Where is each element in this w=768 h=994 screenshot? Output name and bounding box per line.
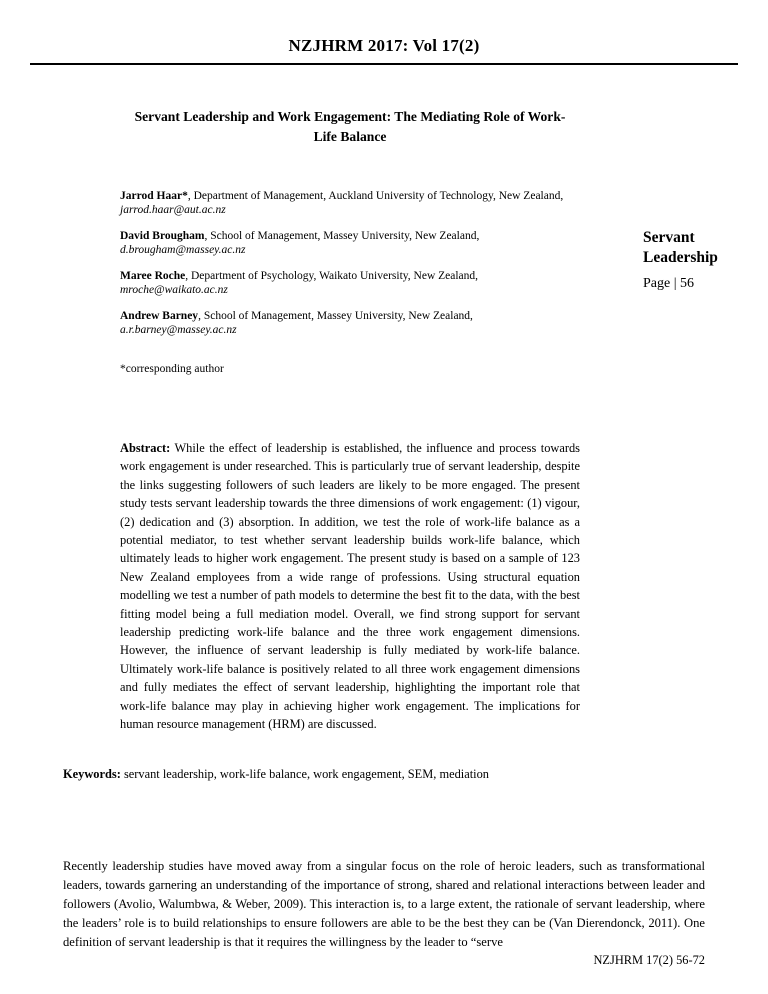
author-line [120,269,580,283]
author-line [120,189,580,203]
footer-citation: NZJHRM 17(2) 56-72 [593,952,705,967]
keywords-line [63,765,705,783]
main-column [120,107,580,734]
author-email: jarrod.haar@aut.ac.nz [120,204,226,216]
author-entry [120,189,580,217]
author-line [120,229,580,243]
abstract-text: While the effect of leadership is established, the influence and process towards work engagement is under researched. This is particularly true of servant leadership, despite the links suggesting followers of such leaders are likely to be more engaged. The present study tests servant leadership towards the three dimensions of work engagement: (1) vigour, (2) dedication and (3) absorption. In addition, we test the role of work-life balance as a potential mediator, to test whether servant leadership builds work-life balance, which ultimately leads to higher work engagement. The present study is based on a sample of 123 New Zealand employees from a wide range of professions. Using structural equation modelling we test a number of path models to determine the best fit to the data, with the best fitting model being a full mediation model. Overall, we find strong support for servant leadership predicting work-life balance and the three work engagement dimensions. However, the influence of servant leadership is fully mediated by work-life balance. Ultimately work-life balance is positively related to all three work engagement dimensions and fully mediates the effect of servant leadership, highlighting the important role that work-life balance may play in achieving higher work engagement. The implications for human resource management (HRM) are discussed. [120,441,580,732]
author-name: David Brougham [120,230,205,242]
page-number: Page | 56 [643,276,695,291]
author-list [120,189,580,337]
author-affiliation: , Department of Management, Auckland University of Technology, New Zealand, [187,190,564,202]
author-name: Maree Roche [120,270,186,282]
keywords-text: servant leadership, work-life balance, work engagement, SEM, mediation [123,766,489,781]
author-name: Andrew Barney [120,310,199,322]
header-rule [30,63,738,65]
margin-sidebar [643,228,743,292]
running-head: Servant Leadership [643,229,718,266]
author-entry [120,229,580,257]
keywords-label: Keywords: [63,766,121,781]
author-email: mroche@waikato.ac.nz [120,284,228,296]
author-affiliation: , School of Management, Massey University, New Zealand, [198,310,473,322]
author-affiliation: , Department of Psychology, Waikato University, New Zealand, [185,270,479,282]
author-line [120,309,580,323]
paper-title: Servant Leadership and Work Engagement: The Mediating Role of Work-Life Balance [134,109,566,144]
abstract [120,439,580,734]
author-email: d.brougham@massey.ac.nz [120,244,246,256]
author-entry [120,309,580,337]
body-paragraph: Recently leadership studies have moved away from a singular focus on the role of heroic leaders, such as transformational leaders, towards garnering an understanding of the importance of strong, shared and relational interactions between leader and followers (Avolio, Walumbwa, & Weber, 2009). This interaction is, to a large extent, the rationale of servant leadership, where the leaders’ role is to build relationships to ensure followers are able to be the best they can be (Van Dierendonck, 2011). One definition of servant leadership is that it requires the willingness by the leader to “serve [63,858,705,949]
journal-header: NZJHRM 2017: Vol 17(2) [288,36,480,55]
abstract-label: Abstract: [120,441,171,455]
author-entry [120,269,580,297]
author-email: a.r.barney@massey.ac.nz [120,324,237,336]
author-affiliation: , School of Management, Massey University, New Zealand, [204,230,480,242]
author-name: Jarrod Haar* [120,190,188,202]
corresponding-author-note: *corresponding author [120,363,224,375]
